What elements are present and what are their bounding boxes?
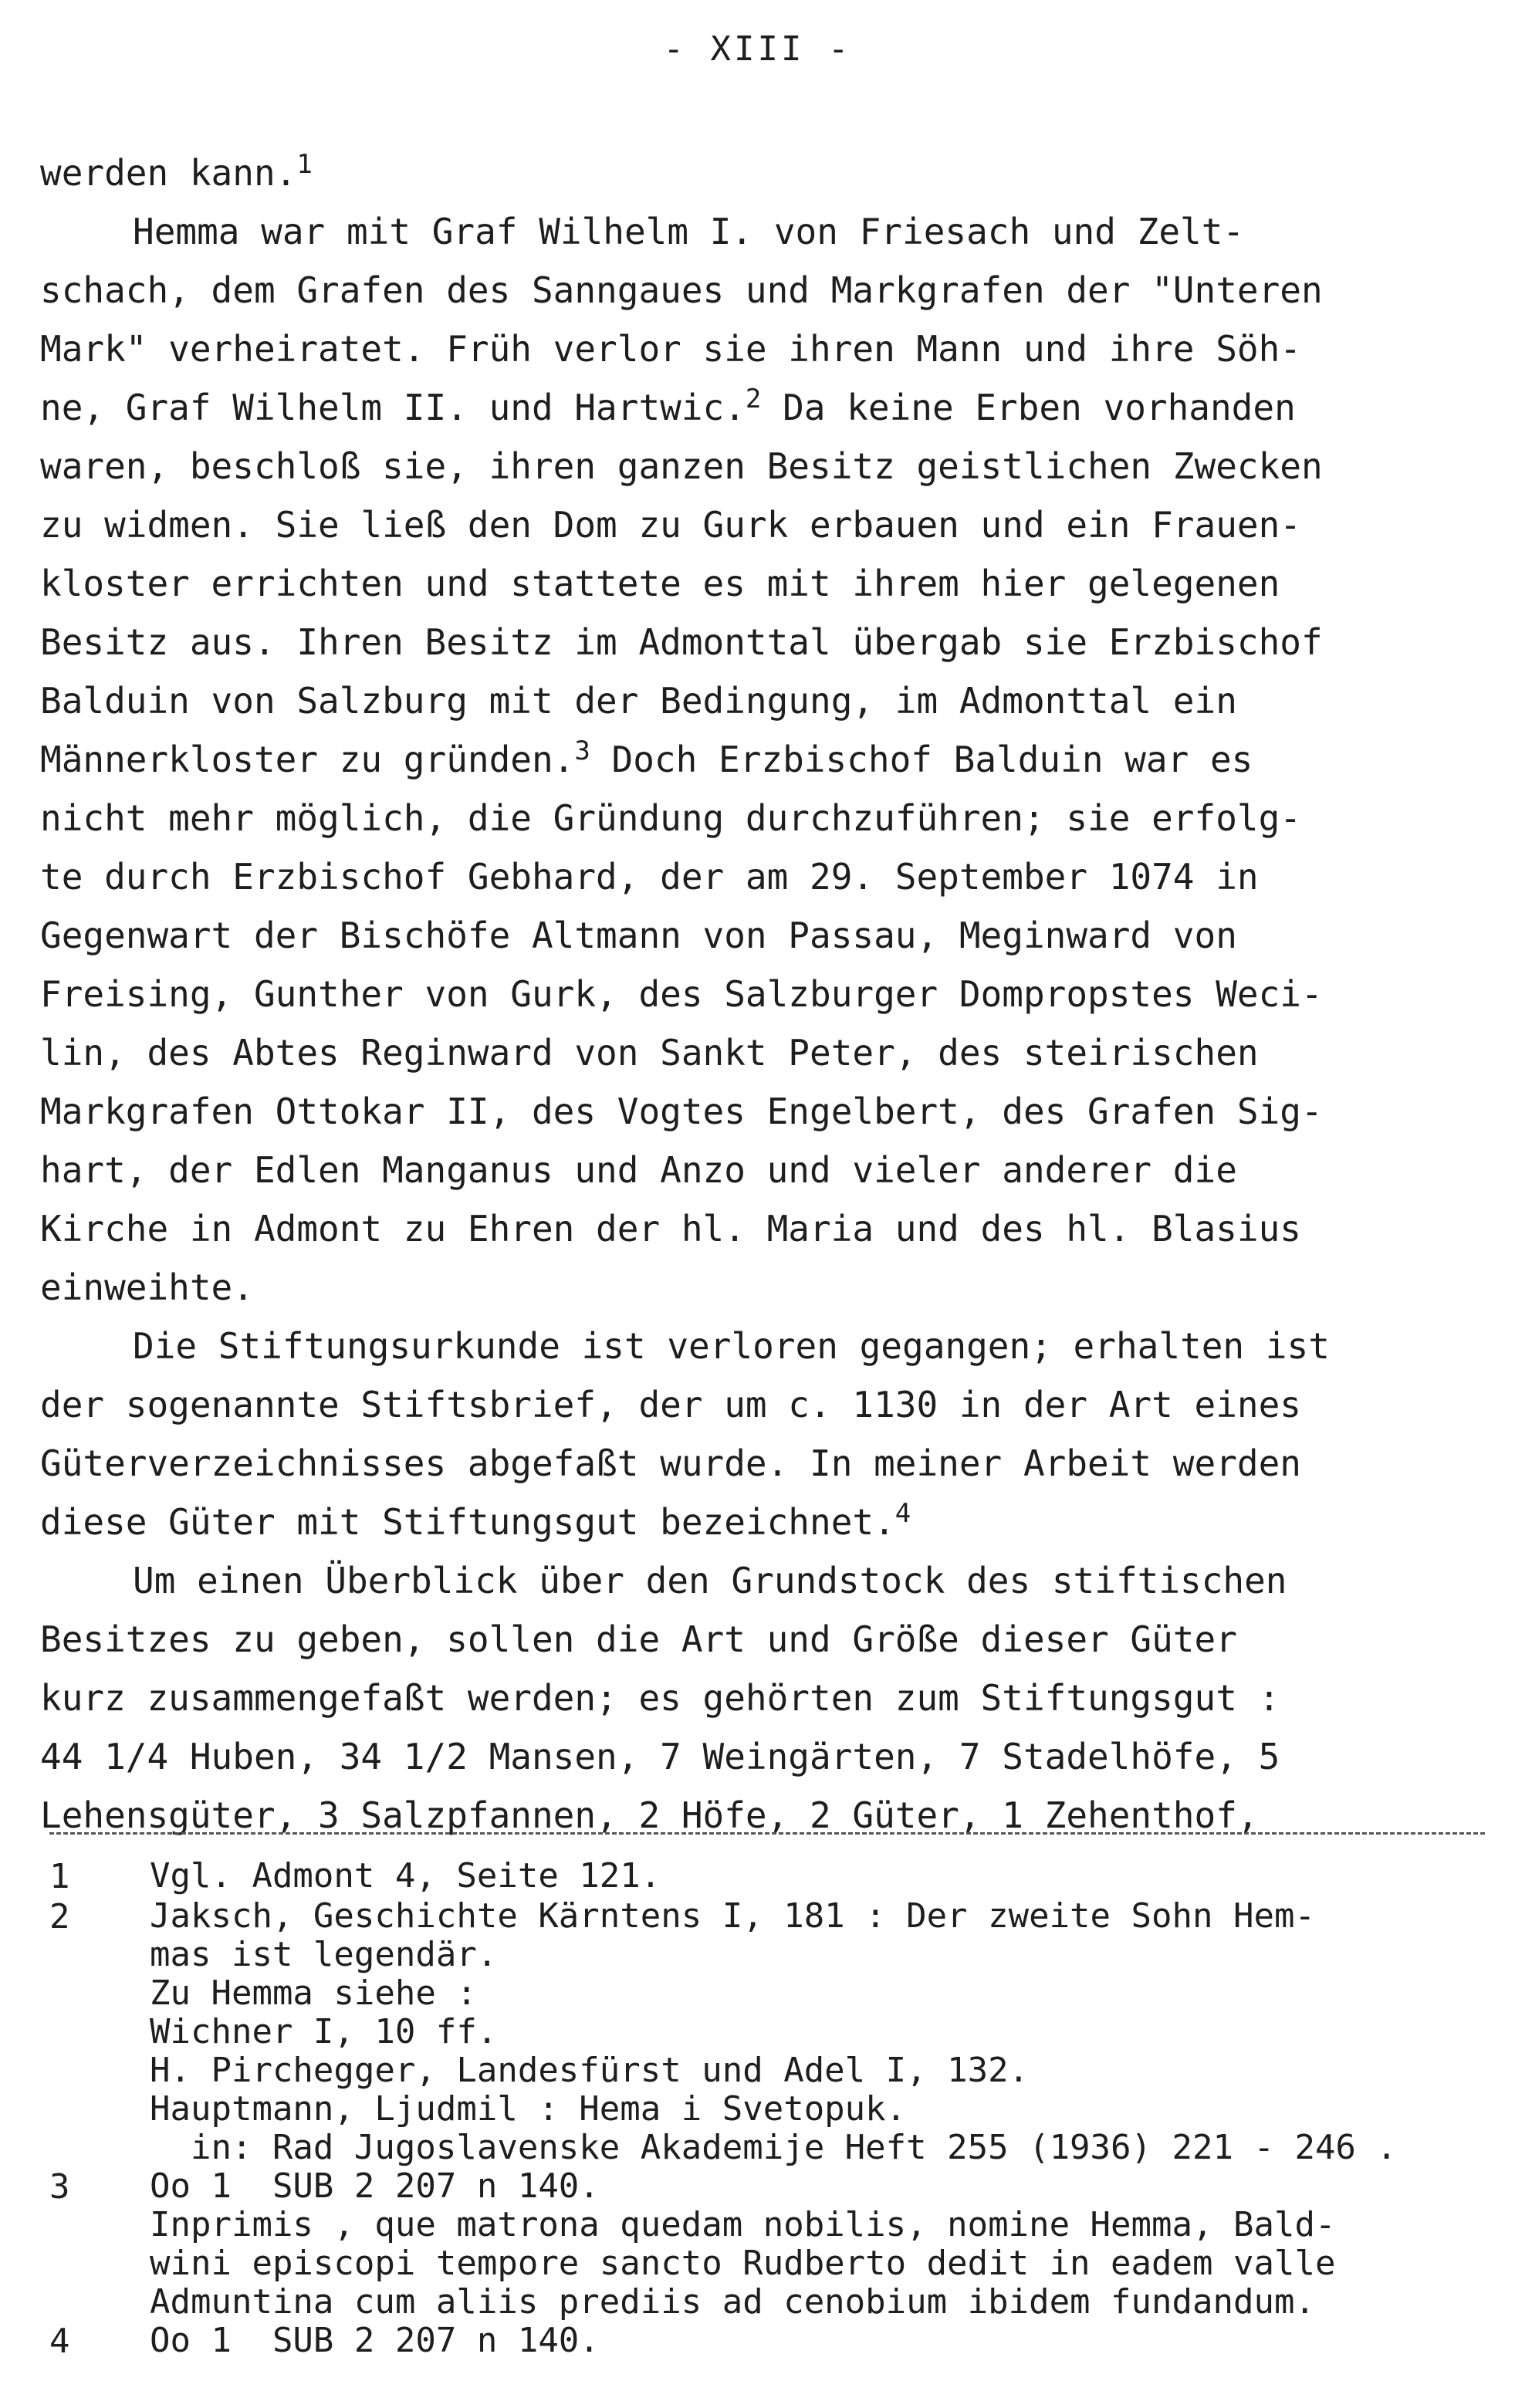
line-text: Freising, Gunther von Gurk, des Salzburger Dompropstes Weci- — [40, 973, 1323, 1015]
text-line — [40, 1669, 1491, 1727]
footnote-line: Zu Hemma siehe : — [150, 1973, 477, 2013]
text-line — [40, 261, 1491, 320]
footnote-line: in: Rad Jugoslavenske Akademije Heft 255 (1936) 221 - 246 . — [150, 2128, 1397, 2167]
text-line — [40, 320, 1491, 378]
line-text: te durch Erzbischof Gebhard, der am 29. September 1074 in — [40, 856, 1259, 898]
footnote-body — [150, 2322, 1493, 2362]
text-line — [40, 671, 1491, 730]
footnote-line: Hauptmann, Ljudmil : Hema i Svetopuk. — [150, 2089, 907, 2129]
line-text: einweihte. — [40, 1267, 254, 1308]
text-line — [40, 1551, 1491, 1610]
footnote-reference: 1 — [296, 149, 313, 180]
line-text: werden kann. — [40, 152, 297, 194]
line-text: Güterverzeichnisses abgefaßt wurde. In meiner Arbeit werden — [40, 1442, 1301, 1484]
footnote-line: Oo 1 SUB 2 207 n 140. — [150, 2166, 600, 2206]
page-number: - XIII - — [663, 29, 852, 69]
line-text: Männerkloster zu gründen. — [40, 739, 575, 780]
footnote-line: Jaksch, Geschichte Kärntens I, 181 : Der zweite Sohn Hem- — [150, 1896, 1315, 1936]
line-text: nicht mehr möglich, die Gründung durchzuführen; sie erfolg- — [40, 797, 1301, 839]
line-text: Die Stiftungsurkunde ist verloren gegangen; erhalten ist — [133, 1325, 1330, 1367]
line-text: Hemma war mit Graf Wilhelm I. von Friesach und Zelt- — [133, 211, 1245, 252]
line-text: zu widmen. Sie ließ den Dom zu Gurk erbauen und ein Frauen- — [40, 504, 1301, 546]
footnotes — [49, 1857, 1493, 2362]
text-line — [40, 378, 1491, 437]
footnote-line: Wichner I, 10 ff. — [150, 2012, 498, 2051]
line-text: Besitzes zu geben, sollen die Art und Größe dieser Güter — [40, 1618, 1237, 1660]
footnote-body — [150, 1897, 1493, 2167]
footnote-line: Vgl. Admont 4, Seite 121. — [150, 1856, 661, 1896]
footnote-separator — [49, 1832, 1485, 1835]
line-text: Um einen Überblick über den Grundstock des stiftischen — [133, 1560, 1287, 1601]
footnote-body — [150, 2167, 1493, 2322]
footnote — [49, 1857, 1493, 1897]
text-line — [40, 965, 1491, 1023]
footnote-line: H. Pirchegger, Landesfürst und Adel I, 132. — [150, 2051, 1030, 2090]
footnote-line: Inprimis , que matrona quedam nobilis, nomine Hemma, Bald- — [150, 2205, 1336, 2244]
footnote — [49, 2322, 1493, 2362]
line-text: Mark" verheiratet. Früh verlor sie ihren Mann und ihre Söh- — [40, 328, 1301, 370]
footnote-number: 2 — [49, 1897, 70, 1936]
footnote-line: mas ist legendär. — [150, 1935, 498, 1974]
text-line — [40, 789, 1491, 847]
text-line — [40, 1493, 1491, 1551]
text-line — [40, 1317, 1491, 1375]
text-line — [40, 1434, 1491, 1493]
text-line — [40, 495, 1491, 554]
text-line — [40, 1727, 1491, 1786]
line-text-continued: Da keine Erben vorhanden — [761, 387, 1296, 428]
text-line — [40, 730, 1491, 789]
text-line — [40, 1258, 1491, 1317]
line-text: hart, der Edlen Manganus und Anzo und vieler anderer die — [40, 1149, 1237, 1191]
main-text — [40, 144, 1491, 1845]
text-line — [40, 437, 1491, 495]
line-text: diese Güter mit Stiftungsgut bezeichnet. — [40, 1501, 895, 1543]
line-text-continued: Doch Erzbischof Balduin war es — [590, 739, 1253, 780]
text-line — [40, 1023, 1491, 1082]
footnote-body — [150, 1857, 1493, 1897]
line-text: Besitz aus. Ihren Besitz im Admonttal übergab sie Erzbischof — [40, 621, 1323, 663]
line-text: Markgrafen Ottokar II, des Vogtes Engelbert, des Grafen Sig- — [40, 1091, 1323, 1132]
footnote-reference: 4 — [894, 1498, 911, 1529]
text-line — [40, 1082, 1491, 1141]
line-text: kloster errichten und stattete es mit ihrem hier gelegenen — [40, 563, 1280, 604]
text-line — [40, 906, 1491, 965]
text-line — [40, 1141, 1491, 1199]
line-text: waren, beschloß sie, ihren ganzen Besitz geistlichen Zwecken — [40, 445, 1323, 487]
line-text: Gegenwart der Bischöfe Altmann von Passau, Meginward von — [40, 915, 1237, 956]
line-text: Balduin von Salzburg mit der Bedingung, im Admonttal ein — [40, 680, 1237, 722]
text-line — [40, 1786, 1491, 1845]
line-text: lin, des Abtes Reginward von Sankt Peter, des steirischen — [40, 1032, 1259, 1074]
text-line — [40, 202, 1491, 261]
text-line — [40, 144, 1491, 202]
line-text: ne, Graf Wilhelm II. und Hartwic. — [40, 387, 746, 428]
footnote-number: 1 — [49, 1857, 70, 1896]
footnote-reference: 2 — [745, 384, 762, 414]
footnote-reference: 3 — [574, 736, 590, 766]
line-text: der sogenannte Stiftsbrief, der um c. 1130 in der Art eines — [40, 1384, 1301, 1426]
footnote-line: wini episcopi tempore sancto Rudberto dedit in eadem valle — [150, 2244, 1336, 2283]
footnote — [49, 2167, 1493, 2322]
text-line — [40, 613, 1491, 671]
footnote-number: 3 — [49, 2167, 70, 2207]
text-line — [40, 1375, 1491, 1434]
text-line — [40, 1199, 1491, 1258]
footnote-line: Oo 1 SUB 2 207 n 140. — [150, 2321, 600, 2360]
line-text: 44 1/4 Huben, 34 1/2 Mansen, 7 Weingärten, 7 Stadelhöfe, 5 — [40, 1736, 1280, 1777]
line-text: schach, dem Grafen des Sanngaues und Markgrafen der "Unteren — [40, 269, 1323, 311]
text-line — [40, 847, 1491, 906]
footnote — [49, 1897, 1493, 2167]
line-text: Kirche in Admont zu Ehren der hl. Maria und des hl. Blasius — [40, 1208, 1301, 1250]
line-text: Lehensgüter, 3 Salzpfannen, 2 Höfe, 2 Güter, 1 Zehenthof, — [40, 1794, 1259, 1836]
footnote-number: 4 — [49, 2322, 70, 2361]
footnote-line: Admuntina cum aliis prediis ad cenobium ibidem fundandum. — [150, 2282, 1315, 2322]
text-line — [40, 1610, 1491, 1669]
text-line — [40, 554, 1491, 613]
line-text: kurz zusammengefaßt werden; es gehörten zum Stiftungsgut : — [40, 1677, 1280, 1719]
